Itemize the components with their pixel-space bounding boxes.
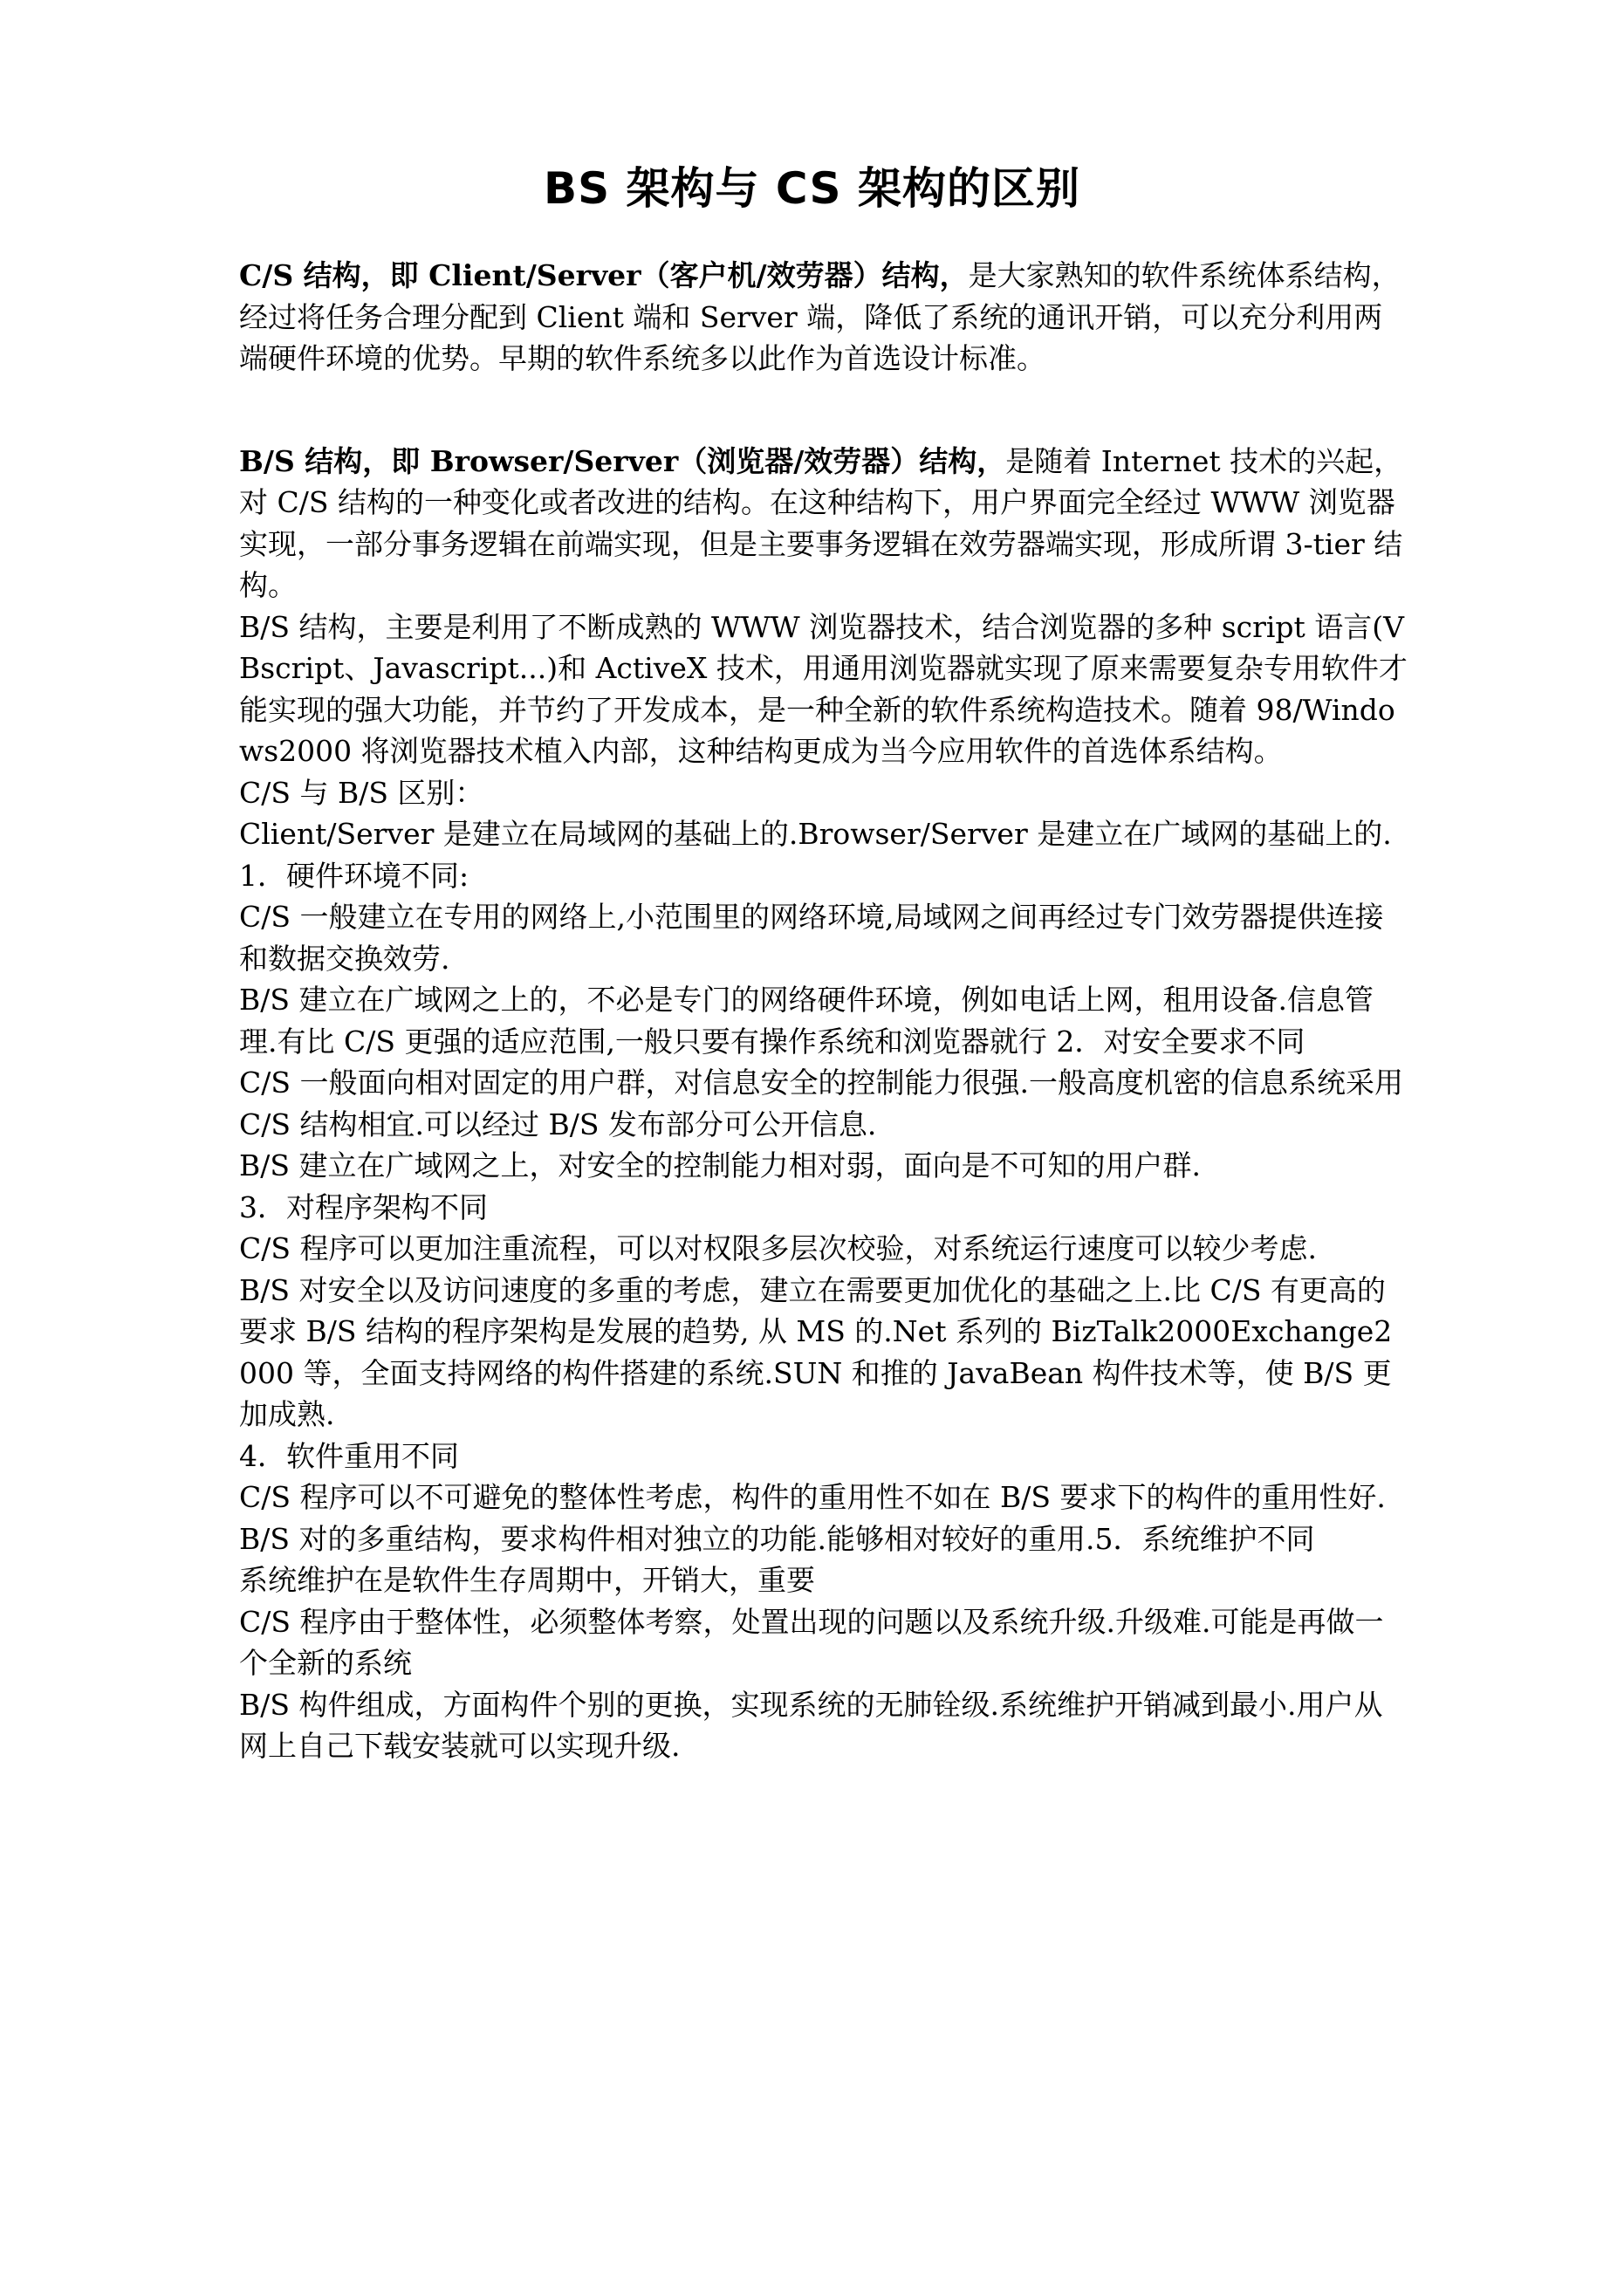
intro-bs-text: 是随着 Internet 技术的兴起，对 C/S 结构的一种变化或者改进的结构。在这种结构下，用户界面完全经过 WWW 浏览器实现，一部分事务逻辑在前端实现，但是主要事务逻辑在效劳器端实现，形成所谓 3-tier 结构。: [239, 443, 1403, 602]
body-paragraph: C/S 一般建立在专用的网络上,小范围里的网络环境,局域网之间再经过专门效劳器提供连接和数据交换效劳.: [239, 900, 1384, 976]
body-paragraph: C/S 程序可以更加注重流程，可以对权限多层次校验，对系统运行速度可以较少考虑.: [239, 1231, 1317, 1265]
section-heading-reuse: 4．软件重用不同: [239, 1438, 459, 1473]
body-paragraph: B/S 建立在广域网之上，对安全的控制能力相对弱，面向是不可知的用户群.: [239, 1148, 1201, 1182]
body-paragraph: C/S 程序由于整体性，必须整体考察，处置出现的问题以及系统升级.升级难.可能是再做一个全新的系统: [239, 1604, 1384, 1680]
intro-cs-paragraph: [239, 255, 1408, 380]
body-paragraph: B/S 建立在广域网之上的，不必是专门的网络硬件环境，例如电话上网，租用设备.信息管理.有比 C/S 更强的适应范围,一般只要有操作系统和浏览器就行 2．对安全要求不同: [239, 983, 1374, 1059]
body-paragraph: B/S 构件组成，方面构件个别的更换，实现系统的无肺铨级.系统维护开销减到最小.用户从网上自己下载安装就可以实现升级.: [239, 1687, 1383, 1763]
body-paragraph: 系统维护在是软件生存周期中，开销大，重要: [239, 1563, 815, 1597]
intro-bs-paragraph: [239, 441, 1408, 607]
body-paragraph: B/S 结构，主要是利用了不断成熟的 WWW 浏览器技术，结合浏览器的多种 script 语言(VBscript、Javascript...)和 ActiveX 技术，用通用浏览器就实现了原来需要复杂专用软件才能实现的强大功能，并节约了开发成本，是一种全新的软件系统构造技术。随着 98/Windows2000 将浏览器技术植入内部，这种结构更成为当今应用软件的首选体系结构。: [239, 609, 1408, 768]
document-title: BS 架构与 CS 架构的区别: [544, 163, 1080, 214]
section-heading-hardware: 1．硬件环境不同:: [239, 858, 469, 893]
body-paragraph: C/S 一般面向相对固定的用户群，对信息安全的控制能力很强.一般高度机密的信息系统采用 C/S 结构相宜.可以经过 B/S 发布部分可公开信息.: [239, 1066, 1403, 1141]
intro-cs-text: 是大家熟知的软件系统体系结构，经过将任务合理分配到 Client 端和 Server 端，降低了系统的通讯开销，可以充分利用两端硬件环境的优势。早期的软件系统多以此作为首选设计标准。: [239, 258, 1401, 375]
intro-bs-lead: B/S 结构，即 Browser/Server（浏览器/效劳器）结构，: [239, 443, 1006, 478]
body-paragraph: B/S 对安全以及访问速度的多重的考虑，建立在需要更加优化的基础之上.比 C/S 有更高的要求 B/S 结构的程序架构是发展的趋势, 从 MS 的.Net 系列的 BizTalk2000Exchange2000 等，全面支持网络的构件搭建的系统.SUN 和推的 JavaBean 构件技术等，使 B/S 更加成熟.: [239, 1272, 1393, 1431]
comparison-heading: C/S 与 B/S 区别：: [239, 775, 484, 810]
body-paragraph: Client/Server 是建立在局域网的基础上的.Browser/Server 是建立在广域网的基础上的.: [239, 817, 1392, 851]
paragraph-gap: [239, 380, 1408, 441]
body-paragraph: C/S 程序可以不可避免的整体性考虑，构件的重用性不如在 B/S 要求下的构件的重用性好.: [239, 1480, 1386, 1514]
document-body: [239, 255, 1408, 1767]
section-heading-architecture: 3．对程序架构不同: [239, 1189, 488, 1224]
body-paragraph: B/S 对的多重结构，要求构件相对独立的功能.能够相对较好的重用.5．系统维护不同: [239, 1521, 1315, 1556]
intro-cs-lead: C/S 结构，即 Client/Server（客户机/效劳器）结构，: [239, 258, 969, 292]
